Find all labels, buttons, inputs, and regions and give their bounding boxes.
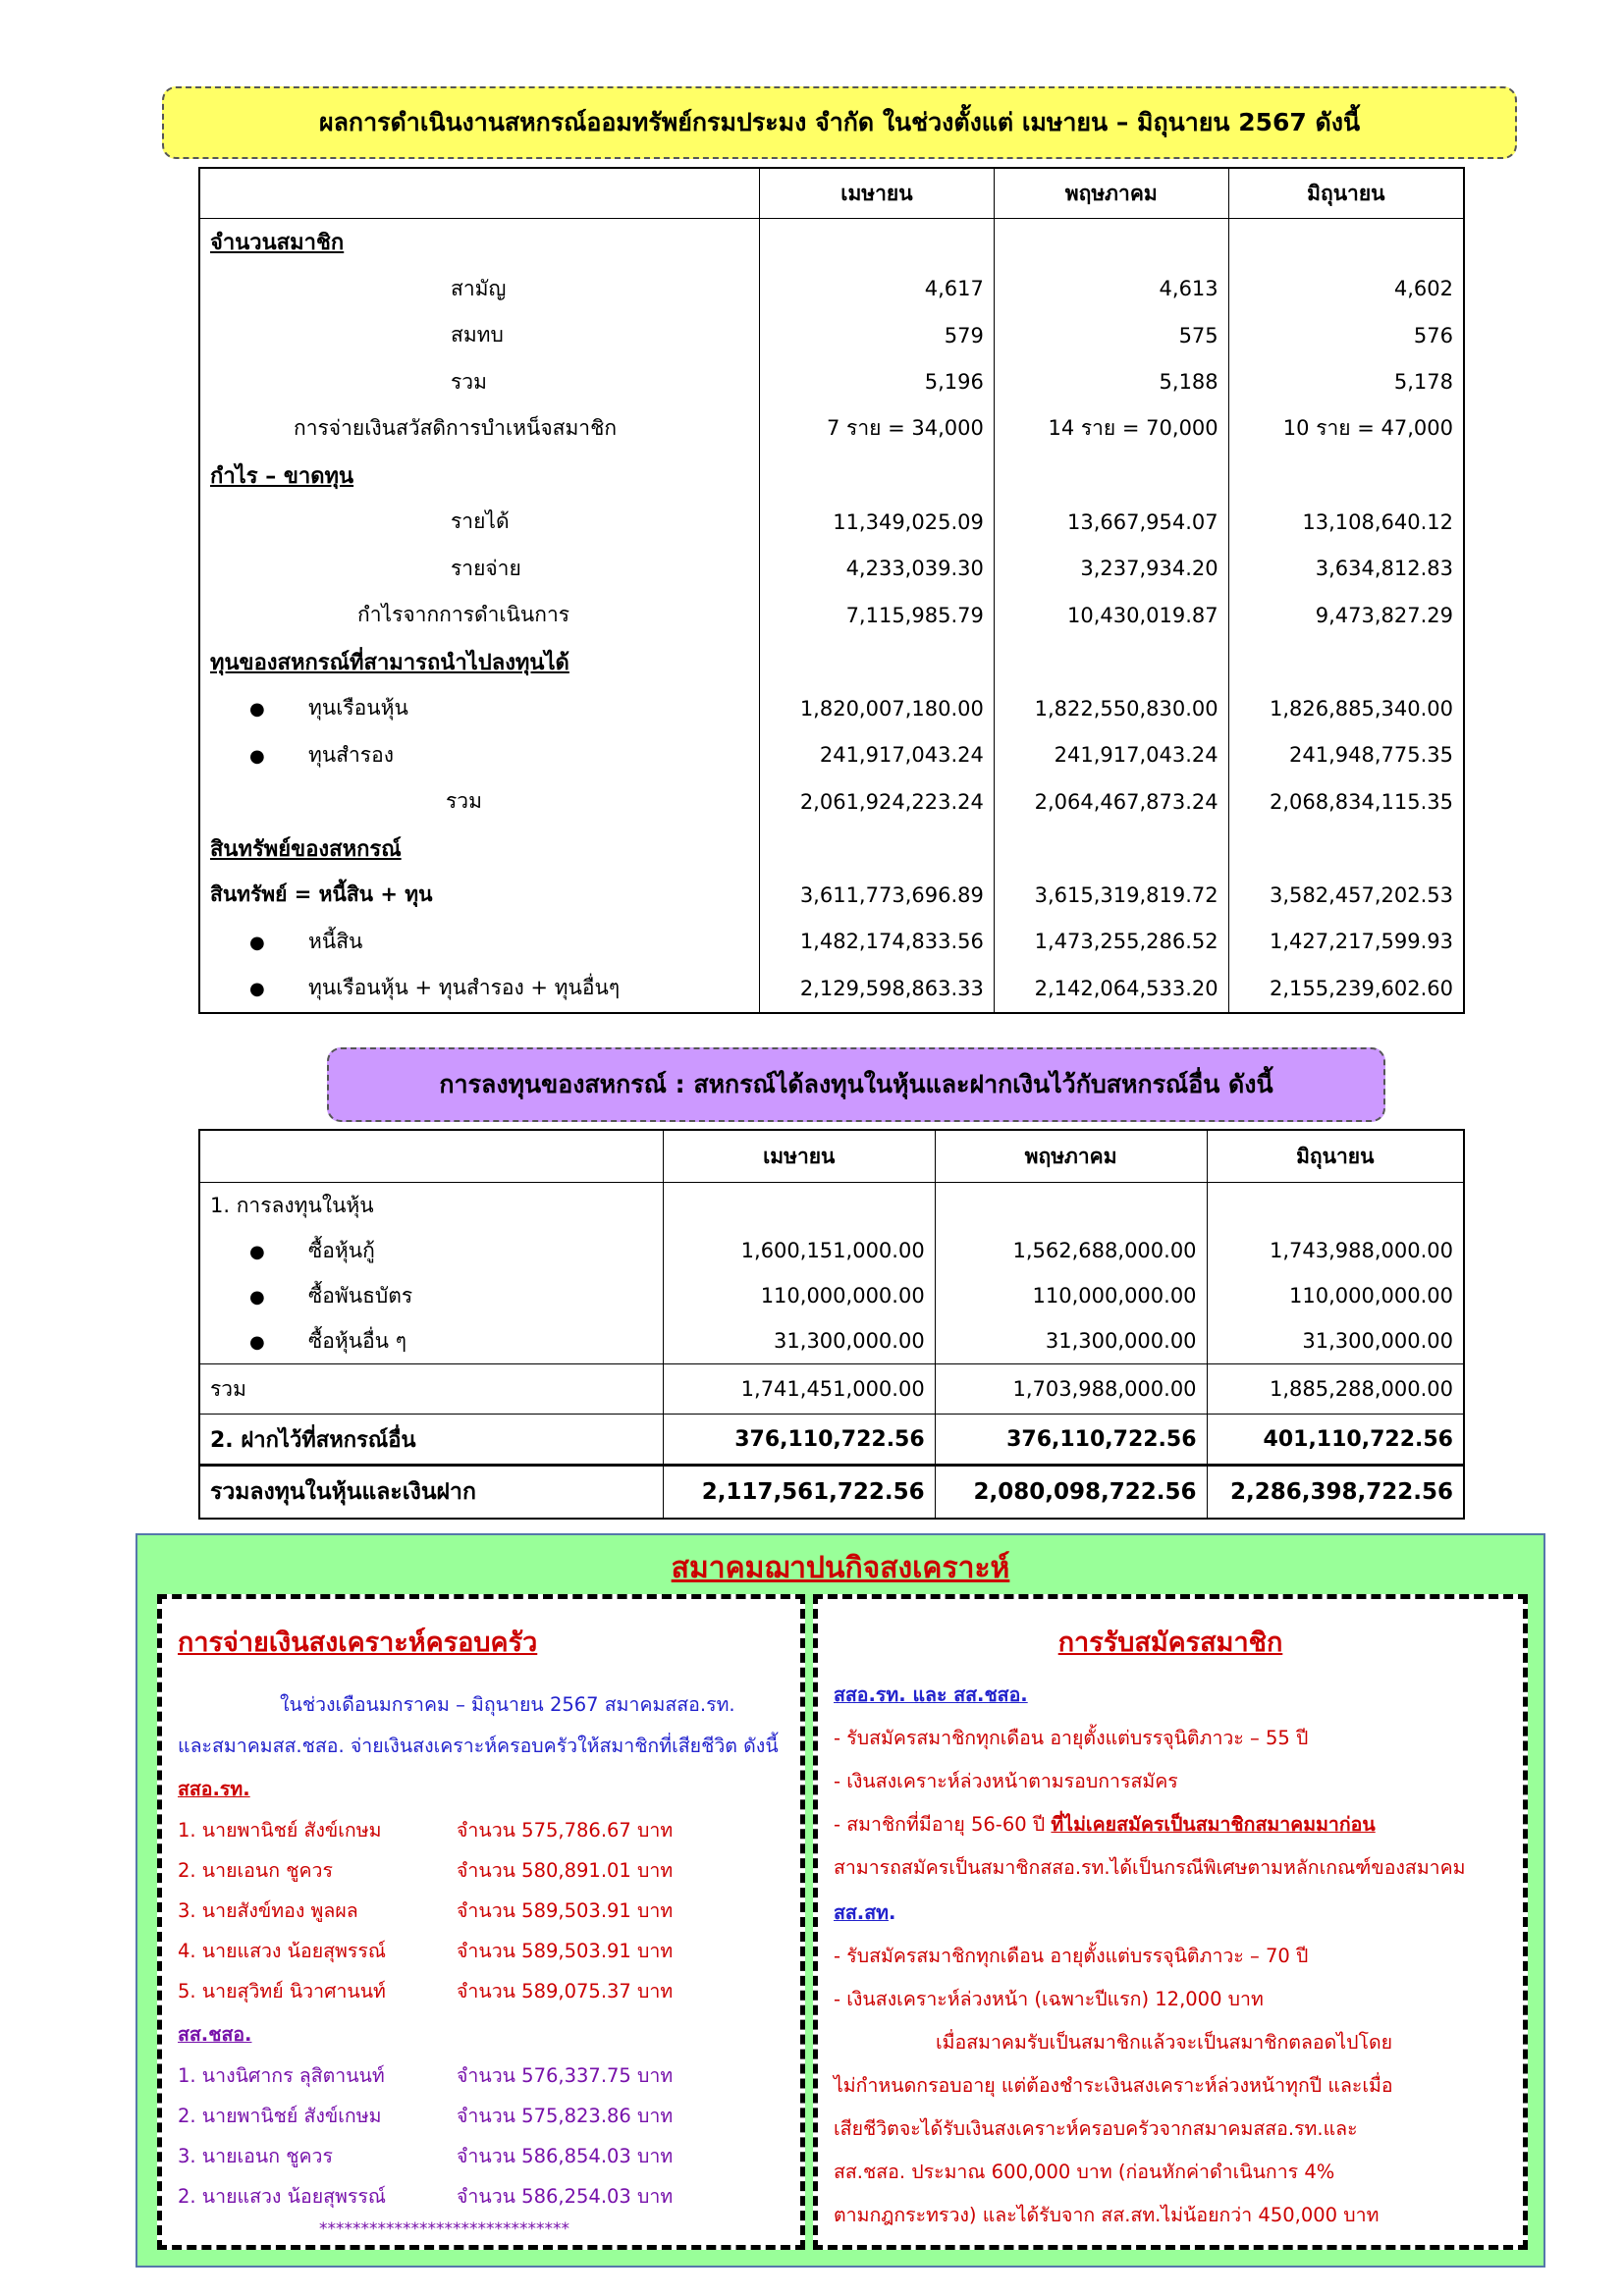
operating-results-table bbox=[198, 167, 1465, 1014]
membership-box bbox=[813, 1594, 1528, 2250]
star-divider: ****************************** bbox=[319, 2219, 569, 2239]
table-row: ● หนี้สิน 1,482,174,833.56 1,473,255,286.52 1,427,217,599.93 bbox=[199, 919, 1464, 966]
section-profit-loss: กำไร – ขาดทุน bbox=[210, 463, 354, 489]
group-label-sschso: สส.ชสอ. bbox=[178, 2023, 252, 2046]
list-item: 1. นางนิศากร ลุสิตานนท์ bbox=[178, 2064, 385, 2087]
table-row: สินทรัพย์ = หนี้สิน + ทุน 3,611,773,696.89 3,615,319,819.72 3,582,457,202.53 bbox=[199, 872, 1464, 919]
list-item-amount: จำนวน 589,075.37 บาท bbox=[457, 1980, 674, 2002]
table-row: การจ่ายเงินสวัสดิการบำเหน็จสมาชิก 7 ราย = 34,000 14 ราย = 70,000 10 ราย = 47,000 bbox=[199, 405, 1464, 453]
family-payment-box bbox=[157, 1594, 805, 2250]
bullet-icon: ● bbox=[249, 1241, 265, 1262]
table-row: รวมลงทุนในหุ้นและเงินฝาก 2,117,561,722.56 2,080,098,722.56 2,286,398,722.56 bbox=[199, 1466, 1464, 1520]
list-item-amount: จำนวน 575,823.86 บาท bbox=[457, 2105, 674, 2127]
group-label-ssort: สสอ.รท. bbox=[178, 1778, 250, 1800]
header-may: พฤษภาคม bbox=[935, 1130, 1207, 1183]
note-line-5: ตามกฎกระทรวง) และได้รับจาก สส.สท.ไม่น้อยกว่า 450,000 บาท bbox=[834, 2204, 1380, 2226]
funeral-association-panel bbox=[135, 1533, 1545, 2268]
intro-line-2: และสมาคมสส.ชสอ. จ่ายเงินสงเคราะห์ครอบครัวให้สมาชิกที่เสียชีวิต ดังนี้ bbox=[178, 1735, 779, 1757]
header-june: มิถุนายน bbox=[1207, 1130, 1464, 1183]
table-row: สามัญ 4,617 4,613 4,602 bbox=[199, 266, 1464, 313]
table-row: ● ซื้อหุ้นกู้ 1,600,151,000.00 1,562,688,000.00 1,743,988,000.00 bbox=[199, 1228, 1464, 1273]
list-item: 5. นายสุวิทย์ นิวาศานนท์ bbox=[178, 1980, 386, 2002]
bullet-icon: ● bbox=[249, 932, 265, 953]
bullet-icon: ● bbox=[249, 1286, 265, 1308]
list-item: 1. นายพานิชย์ สังข์เกษม bbox=[178, 1819, 382, 1842]
header-april: เมษายน bbox=[663, 1130, 935, 1183]
rule-line-5: - รับสมัครสมาชิกทุกเดือน อายุตั้งแต่บรรจุนิติภาวะ – 70 ปี bbox=[834, 1945, 1309, 1967]
list-item-amount: จำนวน 586,254.03 บาท bbox=[457, 2185, 674, 2208]
list-item-amount: จำนวน 576,337.75 บาท bbox=[457, 2064, 674, 2087]
note-line-3: เสียชีวิตจะได้รับเงินสงเคราะห์ครอบครัวจากสมาคมสสอ.รท.และ bbox=[834, 2117, 1358, 2140]
investment-table bbox=[198, 1129, 1465, 1520]
table-row: รายจ่าย 4,233,039.30 3,237,934.20 3,634,812.83 bbox=[199, 546, 1464, 593]
table-row: ● ทุนเรือนหุ้น + ทุนสำรอง + ทุนอื่นๆ 2,129,598,863.33 2,142,064,533.20 2,155,239,602.60 bbox=[199, 965, 1464, 1013]
list-item-amount: จำนวน 586,854.03 บาท bbox=[457, 2145, 674, 2167]
table-row: 2. ฝากไว้ที่สหกรณ์อื่น 376,110,722.56 376,110,722.56 401,110,722.56 bbox=[199, 1415, 1464, 1466]
bullet-icon: ● bbox=[249, 979, 265, 1000]
rule-line-4: สามารถสมัครเป็นสมาชิกสสอ.รท.ได้เป็นกรณีพิเศษตามหลักเกณฑ์ของสมาคม bbox=[834, 1856, 1466, 1879]
table-row: ● ทุนเรือนหุ้น 1,820,007,180.00 1,822,550,830.00 1,826,885,340.00 bbox=[199, 685, 1464, 732]
section-assets: สินทรัพย์ของสหกรณ์ bbox=[210, 836, 402, 862]
results-banner: ผลการดำเนินงานสหกรณ์ออมทรัพย์กรมประมง จำกัด ในช่วงตั้งแต่ เมษายน – มิถุนายน 2567 ดังนี้ bbox=[162, 86, 1517, 159]
membership-heading: การรับสมัครสมาชิก bbox=[1057, 1628, 1283, 1658]
list-item: 2. นายเอนก ชูควร bbox=[178, 1859, 333, 1882]
bullet-icon: ● bbox=[249, 1331, 265, 1353]
list-item: 4. นายแสวง น้อยสุพรรณ์ bbox=[178, 1940, 386, 1962]
table-row: รวม 2,061,924,223.24 2,064,467,873.24 2,068,834,115.35 bbox=[199, 778, 1464, 826]
list-item: 2. นายแสวง น้อยสุพรรณ์ bbox=[178, 2185, 386, 2208]
list-item-amount: จำนวน 575,786.67 บาท bbox=[457, 1819, 674, 1842]
group-label-ssort-sschso: สสอ.รท. และ สส.ชสอ. bbox=[834, 1683, 1028, 1706]
family-payment-heading: การจ่ายเงินสงเคราะห์ครอบครัว bbox=[178, 1628, 538, 1658]
list-item-amount: จำนวน 589,503.91 บาท bbox=[457, 1899, 674, 1922]
list-item-amount: จำนวน 580,891.01 บาท bbox=[457, 1859, 674, 1882]
rule-line-2: - เงินสงเคราะห์ล่วงหน้าตามรอบการสมัคร bbox=[834, 1770, 1178, 1792]
list-item: 3. นายเอนก ชูควร bbox=[178, 2145, 333, 2167]
table-row: รวม 1,741,451,000.00 1,703,988,000.00 1,885,288,000.00 bbox=[199, 1364, 1464, 1415]
list-item: 2. นายพานิชย์ สังข์เกษม bbox=[178, 2105, 382, 2127]
note-line-2: ไม่กำหนดกรอบอายุ แต่ต้องชำระเงินสงเคราะห์ล่วงหน้าทุกปี และเมื่อ bbox=[834, 2074, 1393, 2097]
intro-line-1: ในช่วงเดือนมกราคม – มิถุนายน 2567 สมาคมสสอ.รท. bbox=[280, 1693, 735, 1716]
section-members: จำนวนสมาชิก bbox=[210, 231, 345, 256]
list-item-amount: จำนวน 589,503.91 บาท bbox=[457, 1940, 674, 1962]
section-share-investment: 1. การลงทุนในหุ้น bbox=[199, 1183, 663, 1229]
list-item: 3. นายสังข์ทอง พูลผล bbox=[178, 1899, 358, 1922]
investment-banner: การลงทุนของสหกรณ์ : สหกรณ์ได้ลงทุนในหุ้นและฝากเงินไว้กับสหกรณ์อื่น ดังนี้ bbox=[327, 1047, 1385, 1122]
bullet-icon: ● bbox=[249, 745, 265, 767]
rule-line-3: - สมาชิกที่มีอายุ 56-60 ปี ที่ไม่เคยสมัครเป็นสมาชิกสมาคมมาก่อน bbox=[834, 1813, 1376, 1836]
rule-line-6: - เงินสงเคราะห์ล่วงหน้า (เฉพาะปีแรก) 12,000 บาท bbox=[834, 1988, 1264, 2010]
table-row: ● ซื้อหุ้นอื่น ๆ 31,300,000.00 31,300,000.00 31,300,000.00 bbox=[199, 1318, 1464, 1364]
header-june: มิถุนายน bbox=[1228, 168, 1464, 219]
panel-title: สมาคมฌาปนกิจสงเคราะห์ bbox=[671, 1551, 1010, 1585]
table-row: รายได้ 11,349,025.09 13,667,954.07 13,108,640.12 bbox=[199, 499, 1464, 546]
table-row: กำไรจากการดำเนินการ 7,115,985.79 10,430,019.87 9,473,827.29 bbox=[199, 592, 1464, 639]
section-capital: ทุนของสหกรณ์ที่สามารถนำไปลงทุนได้ bbox=[210, 650, 569, 675]
table-row: ● ซื้อพันธบัตร 110,000,000.00 110,000,000.00 110,000,000.00 bbox=[199, 1273, 1464, 1318]
rule-line-1: - รับสมัครสมาชิกทุกเดือน อายุตั้งแต่บรรจุนิติภาวะ – 55 ปี bbox=[834, 1727, 1309, 1749]
header-blank bbox=[199, 168, 760, 219]
table-row: ● ทุนสำรอง 241,917,043.24 241,917,043.24 241,948,775.35 bbox=[199, 732, 1464, 779]
header-blank bbox=[199, 1130, 663, 1183]
header-may: พฤษภาคม bbox=[994, 168, 1228, 219]
group-label-sssat: สส.สท. bbox=[834, 1901, 896, 1924]
table-row: สมทบ 579 575 576 bbox=[199, 312, 1464, 359]
note-line-1: เมื่อสมาคมรับเป็นสมาชิกแล้วจะเป็นสมาชิกตลอดไปโดย bbox=[936, 2031, 1393, 2054]
table-row: รวม 5,196 5,188 5,178 bbox=[199, 359, 1464, 406]
header-april: เมษายน bbox=[760, 168, 995, 219]
bullet-icon: ● bbox=[249, 699, 265, 721]
note-line-4: สส.ชสอ. ประมาณ 600,000 บาท (ก่อนหักค่าดำเนินการ 4% bbox=[834, 2161, 1335, 2183]
